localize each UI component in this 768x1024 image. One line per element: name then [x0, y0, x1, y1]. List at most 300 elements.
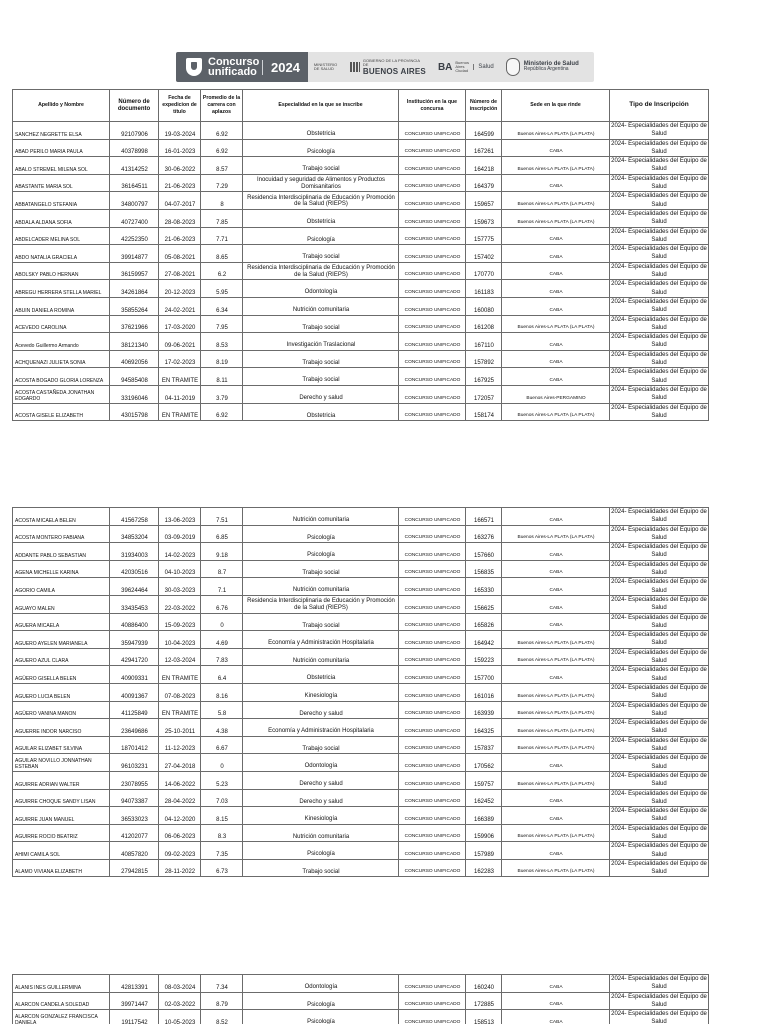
cell-inscripcion: 159673: [466, 209, 502, 227]
cell-institucion: CONCURSO UNIFICADO: [399, 807, 466, 825]
cell-institucion: CONCURSO UNIFICADO: [399, 771, 466, 789]
cell-documento: 34853204: [110, 525, 159, 543]
cell-documento: 41202077: [110, 824, 159, 842]
cell-institucion: CONCURSO UNIFICADO: [399, 595, 466, 613]
header-promedio: Promedio de la carrera con aplazos: [201, 90, 243, 122]
cell-especialidad: Trabajo social: [243, 736, 399, 754]
cell-nombre: ACOSTA BOGADO GLORIA LORENZA: [13, 368, 110, 386]
cell-inscripcion: 162283: [466, 859, 502, 877]
cell-inscripcion: 159223: [466, 648, 502, 666]
cell-sede: CABA: [502, 754, 610, 772]
cell-fecha: 20-12-2023: [159, 280, 201, 298]
cell-nombre: ACOSTA MONTERO FABIANA: [13, 525, 110, 543]
cell-nombre: AGUILAR ELIZABET SILVINA: [13, 736, 110, 754]
cell-especialidad: Psicología: [243, 139, 399, 157]
cell-inscripcion: 166571: [466, 508, 502, 526]
cell-documento: 94073387: [110, 789, 159, 807]
cell-nombre: ABALO STREMEL MILENA SOL: [13, 157, 110, 175]
table-row: [13, 508, 709, 526]
cell-institucion: CONCURSO UNIFICADO: [399, 824, 466, 842]
cell-especialidad: Investigación Traslacional: [243, 333, 399, 351]
cell-promedio: 7.35: [201, 842, 243, 860]
cell-fecha: 16-01-2023: [159, 139, 201, 157]
cell-sede: Buenos Aires-LA PLATA (LA PLATA): [502, 719, 610, 737]
cell-especialidad: Obstetricia: [243, 666, 399, 684]
cell-sede: Buenos Aires-LA PLATA (LA PLATA): [502, 209, 610, 227]
cell-nombre: AGUIRRE ADRIAN WALTER: [13, 771, 110, 789]
cell-fecha: 21-06-2023: [159, 227, 201, 245]
table-row: [13, 368, 709, 386]
header-fecha: Fecha de expedicion de título: [159, 90, 201, 122]
cell-especialidad: Odontología: [243, 280, 399, 298]
cell-fecha: 21-06-2023: [159, 174, 201, 192]
cell-sede: Buenos Aires-LA PLATA (LA PLATA): [502, 701, 610, 719]
cell-institucion: CONCURSO UNIFICADO: [399, 613, 466, 631]
cell-inscripcion: 161208: [466, 315, 502, 333]
cell-nombre: AGORIO CAMILA: [13, 578, 110, 596]
cell-tipo: 2024- Especialidades del Equipo de Salud: [611, 175, 707, 191]
cell-documento: 92107906: [110, 122, 159, 140]
cell-promedio: 7.1: [201, 578, 243, 596]
cell-sede: Buenos Aires-LA PLATA (LA PLATA): [502, 315, 610, 333]
cell-institucion: CONCURSO UNIFICADO: [399, 859, 466, 877]
cell-fecha: 08-03-2024: [159, 975, 201, 993]
cell-promedio: 8.19: [201, 350, 243, 368]
cell-inscripcion: 165826: [466, 613, 502, 631]
cell-inscripcion: 166389: [466, 807, 502, 825]
table-row: [13, 595, 709, 613]
cell-inscripcion: 158513: [466, 1010, 502, 1024]
cell-nombre: ALANIS INES GUILLERMINA: [13, 975, 110, 993]
cell-tipo: 2024- Especialidades del Equipo de Salud: [611, 773, 707, 788]
cell-sede: Buenos Aires-LA PLATA (LA PLATA): [502, 859, 610, 877]
table-row: [13, 543, 709, 561]
cell-institucion: CONCURSO UNIFICADO: [399, 209, 466, 227]
cell-fecha: 04-10-2023: [159, 560, 201, 578]
cell-nombre: SANCHEZ NEGRETTE ELSA: [13, 122, 110, 140]
cell-sede: CABA: [502, 139, 610, 157]
cell-tipo: 2024- Especialidades del Equipo de Salud: [611, 632, 707, 647]
cell-fecha: EN TRAMITE: [159, 701, 201, 719]
cell-inscripcion: 167261: [466, 139, 502, 157]
cell-tipo: 2024- Especialidades del Equipo de Salud: [610, 1010, 709, 1024]
cell-sede: Buenos Aires-LA PLATA (LA PLATA): [502, 192, 610, 210]
cell-fecha: 28-08-2023: [159, 209, 201, 227]
cell-documento: 39971447: [110, 992, 159, 1010]
cell-inscripcion: 163276: [466, 525, 502, 543]
cell-sede: CABA: [502, 508, 610, 526]
cell-promedio: 7.71: [201, 227, 243, 245]
cell-inscripcion: 159657: [466, 192, 502, 210]
table-row: [13, 297, 709, 315]
cell-sede: Buenos Aires-LA PLATA (LA PLATA): [502, 771, 610, 789]
cell-sede: Buenos Aires-LA PLATA (LA PLATA): [502, 683, 610, 701]
cell-documento: 23078955: [110, 771, 159, 789]
cell-nombre: AGÜERO GISELLA BELEN: [13, 666, 110, 684]
cell-institucion: CONCURSO UNIFICADO: [399, 508, 466, 526]
cell-institucion: CONCURSO UNIFICADO: [399, 701, 466, 719]
cell-fecha: 13-06-2023: [159, 508, 201, 526]
cell-promedio: 4.38: [201, 719, 243, 737]
cell-nombre: ACOSTA MICAELA BELEN: [13, 508, 110, 526]
cell-especialidad: Residencia Interdisciplinaria de Educación y Promoción de la Salud (RIEPS): [243, 595, 399, 613]
cell-tipo: 2024- Especialidades del Equipo de Salud: [611, 123, 707, 138]
cell-fecha: 09-06-2021: [159, 333, 201, 351]
cell-fecha: 02-03-2022: [159, 992, 201, 1010]
cell-inscripcion: 161016: [466, 683, 502, 701]
cell-fecha: 04-12-2020: [159, 807, 201, 825]
cell-inscripcion: 158174: [466, 403, 502, 421]
cell-inscripcion: 163939: [466, 701, 502, 719]
banner-year: 2024: [262, 60, 300, 75]
table-row: [13, 315, 709, 333]
cell-fecha: 07-08-2023: [159, 683, 201, 701]
cell-especialidad: Obstetricia: [243, 403, 399, 421]
cell-especialidad: Derecho y salud: [243, 701, 399, 719]
cell-tipo: 2024- Especialidades del Equipo de Salud: [611, 825, 707, 840]
cell-sede: CABA: [502, 578, 610, 596]
buenos-aires-ciudad-logo: BA Buenos Aires Ciudad Salud: [437, 60, 494, 73]
cell-especialidad: Derecho y salud: [243, 385, 399, 403]
cell-documento: 96103231: [110, 754, 159, 772]
cell-documento: 33435453: [110, 595, 159, 613]
cell-fecha: 14-06-2022: [159, 771, 201, 789]
table-row: [13, 859, 709, 877]
table-row: [13, 157, 709, 175]
cell-nombre: ALAMO VIVIANA ELIZABETH: [13, 859, 110, 877]
cell-especialidad: Trabajo social: [243, 350, 399, 368]
cell-documento: 34800797: [110, 192, 159, 210]
cell-nombre: AGUILAR NOVILLO JONNATHAN ESTEBAN: [13, 754, 110, 772]
cell-institucion: CONCURSO UNIFICADO: [399, 297, 466, 315]
cell-sede: Buenos Aires-LA PLATA (LA PLATA): [502, 648, 610, 666]
cell-promedio: 7.29: [201, 174, 243, 192]
cell-promedio: 7.34: [201, 975, 243, 993]
cell-sede: CABA: [502, 245, 610, 263]
cell-sede: CABA: [502, 613, 610, 631]
cell-documento: 31934003: [110, 543, 159, 561]
cell-tipo: 2024- Especialidades del Equipo de Salud: [611, 263, 707, 279]
table-row: [13, 824, 709, 842]
header-nombre: Apellido y Nombre: [13, 90, 110, 122]
cell-documento: 40909331: [110, 666, 159, 684]
cell-nombre: ACOSTA CASTAÑEDA JONATHAN EDGARDO: [13, 385, 110, 403]
cell-documento: 34261864: [110, 280, 159, 298]
cell-promedio: 4.69: [201, 631, 243, 649]
cell-promedio: 6.92: [201, 403, 243, 421]
cell-tipo: 2024- Especialidades del Equipo de Salud: [611, 246, 707, 261]
buenos-aires-provincia-logo: GOBIERNO DE LA PROVINCIA DE BUENOS AIRES: [344, 52, 432, 82]
cell-documento: 19117542: [110, 1010, 159, 1024]
cell-promedio: 6.34: [201, 297, 243, 315]
cell-especialidad: Psicología: [243, 992, 399, 1010]
cell-inscripcion: 157700: [466, 666, 502, 684]
cell-nombre: ABUIN DANIELA ROMINA: [13, 297, 110, 315]
cell-documento: 40857820: [110, 842, 159, 860]
cell-especialidad: Psicología: [243, 543, 399, 561]
cell-especialidad: Nutrición comunitaria: [243, 648, 399, 666]
cell-tipo: 2024- Especialidades del Equipo de Salud: [611, 614, 707, 629]
cell-promedio: 8.3: [201, 824, 243, 842]
cell-especialidad: Trabajo social: [243, 560, 399, 578]
table-row: [13, 807, 709, 825]
cell-tipo: 2024- Especialidades del Equipo de Salud: [611, 667, 707, 682]
cell-tipo: 2024- Especialidades del Equipo de Salud: [611, 790, 707, 805]
cell-tipo: 2024- Especialidades del Equipo de Salud: [611, 755, 707, 770]
cell-fecha: 28-11-2022: [159, 859, 201, 877]
table-row: [13, 578, 709, 596]
cell-fecha: 24-02-2021: [159, 297, 201, 315]
cell-promedio: 8.65: [201, 245, 243, 263]
cell-fecha: 27-08-2021: [159, 262, 201, 280]
cell-sede: Buenos Aires-PERGAMINO: [502, 385, 610, 403]
cell-documento: 35855264: [110, 297, 159, 315]
header-especialidad: Especialidad en la que se inscribe: [243, 90, 399, 122]
header-documento: Número de documento: [110, 90, 159, 122]
cell-especialidad: Nutrición comunitaria: [243, 578, 399, 596]
cell-especialidad: Economía y Administración Hospitalaria: [243, 719, 399, 737]
cell-tipo: 2024- Especialidades del Equipo de Salud: [611, 351, 707, 367]
cell-institucion: CONCURSO UNIFICADO: [399, 333, 466, 351]
cell-inscripcion: 156625: [466, 595, 502, 613]
header-inscripcion: Número de inscripción: [466, 90, 502, 122]
cell-nombre: ABBATANGELO STEFANIA: [13, 192, 110, 210]
cell-sede: CABA: [502, 842, 610, 860]
cell-tipo: 2024- Especialidades del Equipo de Salud: [611, 702, 707, 717]
cell-promedio: 5.95: [201, 280, 243, 298]
cell-promedio: 6.4: [201, 666, 243, 684]
cell-tipo: 2024- Especialidades del Equipo de Salud: [611, 685, 707, 700]
cell-fecha: 27-04-2018: [159, 754, 201, 772]
header-institucion: Institución en la que concursa: [399, 90, 466, 122]
cell-fecha: 17-03-2020: [159, 315, 201, 333]
cell-promedio: 7.03: [201, 789, 243, 807]
cell-documento: 39624464: [110, 578, 159, 596]
cell-sede: Buenos Aires-LA PLATA (LA PLATA): [502, 631, 610, 649]
cell-documento: 42941720: [110, 648, 159, 666]
cell-especialidad: Derecho y salud: [243, 789, 399, 807]
cell-sede: CABA: [502, 992, 610, 1010]
table-row: [13, 648, 709, 666]
national-emblem-icon: [506, 58, 520, 76]
cell-inscripcion: 156835: [466, 560, 502, 578]
cell-documento: 23649686: [110, 719, 159, 737]
inscriptions-table-page-3: [12, 974, 709, 1024]
cell-promedio: 5.8: [201, 701, 243, 719]
table-row: [13, 631, 709, 649]
cell-especialidad: Trabajo social: [243, 157, 399, 175]
cell-sede: CABA: [502, 789, 610, 807]
cell-nombre: ACOSTA GISELE ELIZABETH: [13, 403, 110, 421]
cell-sede: CABA: [502, 807, 610, 825]
cell-institucion: CONCURSO UNIFICADO: [399, 666, 466, 684]
cell-institucion: CONCURSO UNIFICADO: [399, 842, 466, 860]
cell-inscripcion: 165330: [466, 578, 502, 596]
cell-fecha: 10-05-2023: [159, 1010, 201, 1024]
cell-especialidad: Inocuidad y seguridad de Alimentos y Productos Domisanitarios: [243, 174, 399, 192]
table-row: [13, 992, 709, 1010]
header-banner: [176, 52, 594, 82]
cell-tipo: 2024- Especialidades del Equipo de Salud: [611, 281, 707, 296]
cell-documento: 36164511: [110, 174, 159, 192]
cell-fecha: 19-03-2024: [159, 122, 201, 140]
cell-nombre: ALARCON CANDELA SOLEDAD: [13, 992, 110, 1010]
cell-nombre: AGUAYO MALEN: [13, 595, 110, 613]
cell-promedio: 8.15: [201, 807, 243, 825]
cell-fecha: 15-09-2023: [159, 613, 201, 631]
cell-institucion: CONCURSO UNIFICADO: [399, 992, 466, 1010]
cell-inscripcion: 170770: [466, 262, 502, 280]
cell-documento: 38121340: [110, 333, 159, 351]
cell-promedio: 3.79: [201, 385, 243, 403]
cell-institucion: CONCURSO UNIFICADO: [399, 543, 466, 561]
table-row: [13, 245, 709, 263]
cell-fecha: EN TRAMITE: [159, 403, 201, 421]
cell-nombre: ABDALA ALDANA SOFIA: [13, 209, 110, 227]
cell-tipo: 2024- Especialidades del Equipo de Salud: [611, 561, 707, 577]
cell-fecha: 06-06-2023: [159, 824, 201, 842]
cell-especialidad: Trabajo social: [243, 859, 399, 877]
cell-documento: 18701412: [110, 736, 159, 754]
cell-sede: CABA: [502, 975, 610, 993]
cell-tipo: 2024- Especialidades del Equipo de Salud: [611, 158, 707, 173]
cell-nombre: AGUIRRE CHOQUE SANDY LISAN: [13, 789, 110, 807]
cell-inscripcion: 159906: [466, 824, 502, 842]
cell-inscripcion: 157892: [466, 350, 502, 368]
cell-sede: CABA: [502, 560, 610, 578]
cell-nombre: ABASTANTE MARIA SOL: [13, 174, 110, 192]
cell-inscripcion: 161183: [466, 280, 502, 298]
cell-sede: CABA: [502, 280, 610, 298]
table-row: [13, 262, 709, 280]
cell-sede: CABA: [502, 666, 610, 684]
cell-fecha: 25-10-2011: [159, 719, 201, 737]
cell-fecha: 12-03-2024: [159, 648, 201, 666]
cell-documento: 33196046: [110, 385, 159, 403]
cell-promedio: 6.92: [201, 122, 243, 140]
inscriptions-table-page-2: [12, 507, 709, 877]
cell-tipo: 2024- Especialidades del Equipo de Salud: [611, 526, 707, 541]
cell-tipo: 2024- Especialidades del Equipo de Salud: [611, 193, 707, 208]
cell-inscripcion: 164325: [466, 719, 502, 737]
cell-institucion: CONCURSO UNIFICADO: [399, 736, 466, 754]
cell-fecha: EN TRAMITE: [159, 666, 201, 684]
cell-fecha: 22-03-2022: [159, 595, 201, 613]
cell-documento: 41567258: [110, 508, 159, 526]
cell-sede: CABA: [502, 333, 610, 351]
cell-especialidad: Derecho y salud: [243, 771, 399, 789]
ministerio-salud-nacion-logo: Ministerio de Salud República Argentina: [500, 52, 588, 82]
cell-nombre: AGUIRRE ROCIO BEATRIZ: [13, 824, 110, 842]
cell-documento: 36533023: [110, 807, 159, 825]
cell-institucion: CONCURSO UNIFICADO: [399, 368, 466, 386]
cell-fecha: EN TRAMITE: [159, 368, 201, 386]
cell-especialidad: Psicología: [243, 842, 399, 860]
cell-tipo: 2024- Especialidades del Equipo de Salud: [611, 649, 707, 665]
cell-especialidad: Odontología: [243, 754, 399, 772]
cell-inscripcion: 157989: [466, 842, 502, 860]
cell-fecha: 14-02-2023: [159, 543, 201, 561]
table-row: [13, 333, 709, 351]
cell-documento: 42252350: [110, 227, 159, 245]
cell-promedio: 6.2: [201, 262, 243, 280]
cell-especialidad: Kinesiología: [243, 807, 399, 825]
cell-tipo: 2024- Especialidades del Equipo de Salud: [611, 808, 707, 823]
table-row: [13, 613, 709, 631]
cell-tipo: 2024- Especialidades del Equipo de Salud: [611, 720, 707, 735]
cell-institucion: CONCURSO UNIFICADO: [399, 350, 466, 368]
cell-institucion: CONCURSO UNIFICADO: [399, 789, 466, 807]
cell-promedio: 6.73: [201, 859, 243, 877]
cell-inscripcion: 167925: [466, 368, 502, 386]
cell-sede: CABA: [502, 368, 610, 386]
table-row: [13, 525, 709, 543]
table-row: [13, 666, 709, 684]
cell-institucion: CONCURSO UNIFICADO: [399, 174, 466, 192]
table-row: [13, 754, 709, 772]
cell-tipo: 2024- Especialidades del Equipo de Salud: [611, 387, 707, 402]
table-row: [13, 227, 709, 245]
cell-documento: 40378998: [110, 139, 159, 157]
cell-promedio: 7.95: [201, 315, 243, 333]
cell-institucion: CONCURSO UNIFICADO: [399, 754, 466, 772]
table-row: [13, 192, 709, 210]
cell-inscripcion: 164942: [466, 631, 502, 649]
cell-documento: 41125849: [110, 701, 159, 719]
cell-institucion: CONCURSO UNIFICADO: [399, 262, 466, 280]
cell-fecha: 17-02-2023: [159, 350, 201, 368]
cell-especialidad: Trabajo social: [243, 613, 399, 631]
cell-institucion: CONCURSO UNIFICADO: [399, 631, 466, 649]
cell-documento: 27942815: [110, 859, 159, 877]
inscriptions-table-page-1: [12, 89, 709, 421]
cell-tipo: 2024- Especialidades del Equipo de Salud: [611, 993, 707, 1008]
cell-documento: 37621966: [110, 315, 159, 333]
table-row: [13, 1010, 709, 1024]
cell-documento: 42030516: [110, 560, 159, 578]
cell-institucion: CONCURSO UNIFICADO: [399, 975, 466, 993]
header-sede: Sede en la que rinde: [502, 90, 610, 122]
cell-tipo: 2024- Especialidades del Equipo de Salud: [611, 404, 707, 419]
cell-tipo: 2024- Especialidades del Equipo de Salud: [611, 976, 707, 991]
cell-inscripcion: 164379: [466, 174, 502, 192]
cell-sede: CABA: [502, 174, 610, 192]
cell-nombre: AGUERO LUCIA BELEN: [13, 683, 110, 701]
cell-promedio: 6.85: [201, 525, 243, 543]
cell-tipo: 2024- Especialidades del Equipo de Salud: [611, 299, 707, 314]
table-row: [13, 842, 709, 860]
cell-especialidad: Odontología: [243, 975, 399, 993]
table-row: [13, 975, 709, 993]
table-row: [13, 719, 709, 737]
table-row: [13, 701, 709, 719]
cell-inscripcion: 157775: [466, 227, 502, 245]
cell-documento: 41314252: [110, 157, 159, 175]
cell-promedio: 6.76: [201, 595, 243, 613]
cell-sede: Buenos Aires-LA PLATA (LA PLATA): [502, 122, 610, 140]
cell-institucion: CONCURSO UNIFICADO: [399, 139, 466, 157]
cell-tipo: 2024- Especialidades del Equipo de Salud: [611, 860, 707, 876]
cell-nombre: AGÜERO VANINA MANON: [13, 701, 110, 719]
cell-tipo: 2024- Especialidades del Equipo de Salud: [611, 334, 707, 349]
cell-institucion: CONCURSO UNIFICADO: [399, 1010, 466, 1024]
table-row: [13, 385, 709, 403]
cell-especialidad: Psicología: [243, 1010, 399, 1024]
header-tipo: Tipo de Inscripción: [610, 90, 709, 122]
cell-nombre: ABREGU HERRERA STELLA MARIEL: [13, 280, 110, 298]
cell-promedio: 0: [201, 613, 243, 631]
cell-inscripcion: 170562: [466, 754, 502, 772]
